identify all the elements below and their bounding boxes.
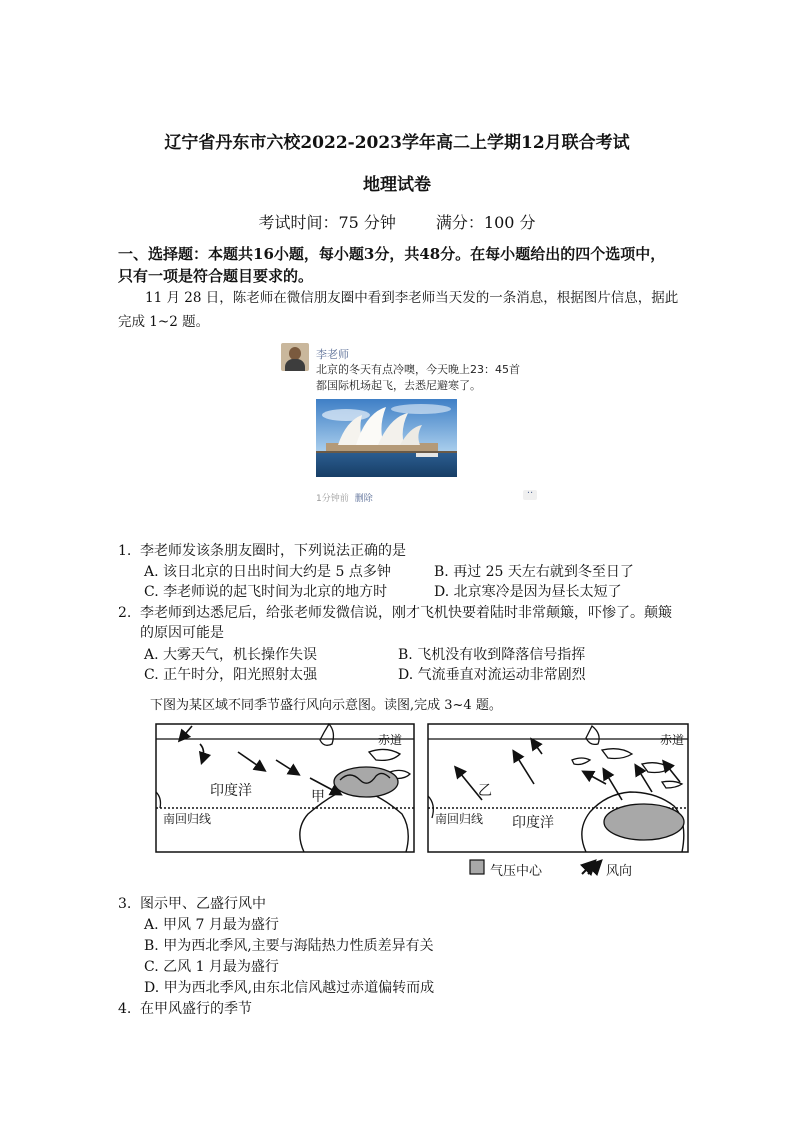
delete-link[interactable]: 删除	[354, 494, 373, 504]
q2-option-d[interactable]: D. 气流垂直对流运动非常剧烈	[398, 667, 586, 683]
question-1-stem: 李老师发该条朋友圈时，下列说法正确的是	[140, 543, 406, 559]
section-intro: 11 月 28 日，陈老师在微信朋友圈中看到李老师当天发的一条消息，根据图片信息，据此完成 1~2 题。	[118, 290, 679, 330]
left-equator-label: 赤道	[378, 733, 403, 747]
moment-text-line-1: 北京的冬天有点冷噢，今天晚上23：45首	[316, 363, 520, 376]
q2-option-b[interactable]: B. 飞机没有收到降落信号指挥	[398, 647, 586, 663]
question-2-stem: 李老师到达悉尼后，给张老师发微信说，刚才飞机快要着陆时非常颠簸，吓惨了。颠簸的原因可能是	[140, 605, 672, 641]
question-3: 3. 图示甲、乙盛行风中	[118, 896, 266, 912]
monsoon-maps-svg	[154, 722, 694, 882]
left-wind-label: 甲	[311, 789, 325, 805]
more-options-icon[interactable]: ··	[523, 490, 537, 500]
left-ocean-label: 印度洋	[210, 783, 252, 799]
question-2: 2. 李老师到达悉尼后，给张老师发微信说，刚才飞机快要着陆时非常颠簸，吓惨了。颠簸的原因可能是	[118, 605, 672, 641]
q3-option-c[interactable]: C. 乙风 1 月最为盛行	[144, 959, 279, 975]
wechat-moment-card	[281, 343, 541, 513]
q2-option-c[interactable]: C. 正午时分，阳光照射太强	[144, 667, 318, 683]
q2-option-a[interactable]: A. 大雾天气，机长操作失误	[144, 647, 318, 663]
left-map	[156, 724, 414, 852]
q1-option-d[interactable]: D. 北京寒冷是因为昼长太短了	[434, 584, 622, 600]
q1-option-a[interactable]: A. 该日北京的日出时间大约是 5 点多钟	[144, 564, 391, 580]
moment-time: 1分钟前	[316, 494, 349, 504]
moment-footer	[316, 491, 373, 504]
left-tropic-label: 南回归线	[163, 812, 212, 826]
right-tropic-label: 南回归线	[435, 812, 484, 826]
avatar	[281, 343, 309, 371]
right-map	[428, 724, 688, 852]
right-equator-label: 赤道	[660, 733, 685, 747]
moment-text	[316, 362, 541, 394]
sydney-opera-house-photo	[316, 399, 457, 477]
section-heading: 一、选择题：本题共16小题，每小题3分，共48分。在每小题给出的四个选项中，只有一项是符合题目要求的。	[118, 245, 666, 285]
q3-option-d[interactable]: D. 甲为西北季风,由东北信风越过赤道偏转而成	[144, 980, 435, 996]
legend-pressure-label: 气压中心	[490, 864, 543, 879]
legend-wind-label: 风向	[606, 864, 633, 879]
question-4: 4. 在甲风盛行的季节	[118, 1001, 252, 1017]
q1-option-c[interactable]: C. 李老师说的起飞时间为北京的地方时	[144, 584, 388, 600]
moment-author: 李老师	[316, 348, 349, 361]
wind-direction-legend-icon	[582, 862, 594, 874]
question-4-stem: 在甲风盛行的季节	[140, 1001, 252, 1017]
q3-option-a[interactable]: A. 甲风 7 月最为盛行	[144, 917, 279, 933]
exam-time: 考试时间：75 分钟	[258, 213, 396, 232]
pressure-center-legend-swatch	[470, 860, 484, 874]
moment-text-line-2: 都国际机场起飞，去悉尼避寒了。	[316, 379, 481, 392]
q3-option-b[interactable]: B. 甲为西北季风,主要与海陆热力性质差异有关	[144, 938, 434, 954]
question-1: 1. 李老师发该条朋友圈时，下列说法正确的是	[118, 543, 406, 559]
exam-subject: 地理试卷	[363, 175, 431, 195]
q1-option-b[interactable]: B. 再过 25 天左右就到冬至日了	[434, 564, 634, 580]
exam-title: 辽宁省丹东市六校2022-2023学年高二上学期12月联合考试	[164, 133, 630, 153]
right-wind-label: 乙	[478, 783, 492, 799]
exam-score: 满分：100 分	[435, 213, 536, 232]
monsoon-maps	[154, 722, 694, 882]
exam-meta	[0, 210, 794, 233]
question-3-stem: 图示甲、乙盛行风中	[140, 896, 266, 912]
right-ocean-label: 印度洋	[512, 815, 554, 831]
map-intro: 下图为某区域不同季节盛行风向示意图。读图,完成 3~4 题。	[150, 698, 502, 713]
